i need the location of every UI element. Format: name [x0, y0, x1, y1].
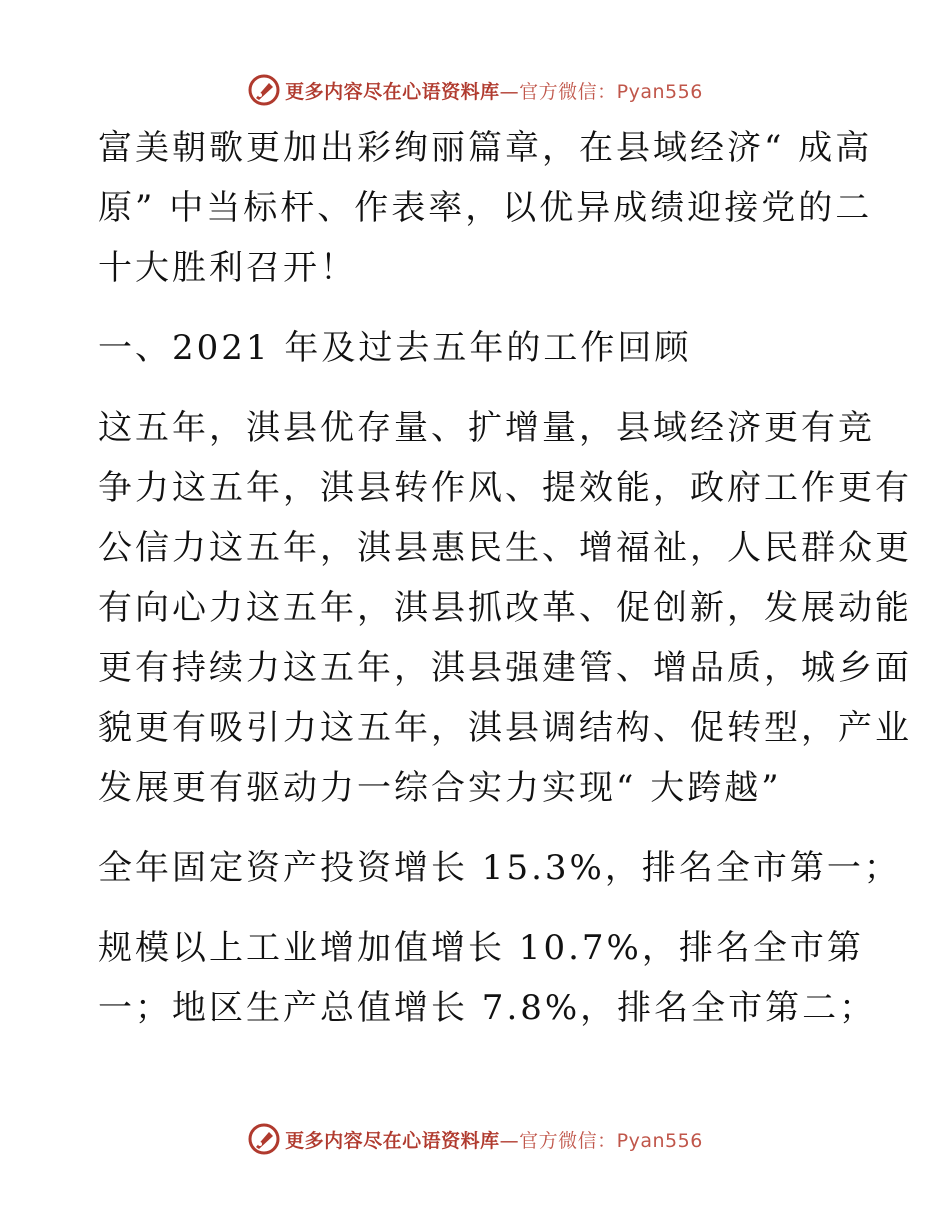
text-line: 公信力这五年，淇县惠民生、增福祉，人民群众更: [98, 528, 912, 568]
watermark-brand: 更多内容尽在心语资料库: [285, 80, 500, 103]
section-heading: [98, 318, 858, 378]
pen-nib-logo-icon: [247, 1122, 281, 1156]
paragraph-five-years: [98, 398, 912, 818]
text-line: 发展更有驱动力一综合实力实现“ 大跨越”: [98, 768, 782, 808]
text-line: 一；地区生产总值增长 7.8%，排名全市第二；: [98, 988, 877, 1028]
paragraph-investment: [98, 838, 901, 898]
text-line: 这五年，淇县优存量、扩增量，县域经济更有竞: [98, 408, 875, 448]
text-line: 一、2021 年及过去五年的工作回顾: [98, 328, 692, 368]
paragraph-intro: [98, 118, 873, 298]
text-line: 全年固定资产投资增长 15.3%，排名全市第一；: [98, 848, 901, 888]
watermark-contact: 官方微信：Pyan556: [519, 80, 703, 103]
watermark-contact: 官方微信：Pyan556: [519, 1129, 703, 1152]
paragraph-industry: [98, 918, 877, 1038]
footer-watermark: [0, 1119, 950, 1159]
text-line: 十大胜利召开！: [98, 248, 357, 288]
text-line: 更有持续力这五年，淇县强建管、增品质，城乡面: [98, 648, 912, 688]
text-line: 规模以上工业增加值增长 10.7%，排名全市第: [98, 928, 864, 968]
text-line: 有向心力这五年，淇县抓改革、促创新，发展动能: [98, 588, 912, 628]
text-line: 争力这五年，淇县转作风、提效能，政府工作更有: [98, 468, 912, 508]
watermark-text: [285, 1126, 703, 1153]
watermark-separator: —: [499, 1129, 520, 1152]
document-body: [98, 118, 912, 1058]
watermark-text: [285, 77, 703, 104]
header-watermark: [0, 70, 950, 110]
text-line: 貌更有吸引力这五年，淇县调结构、促转型，产业: [98, 708, 912, 748]
watermark-brand: 更多内容尽在心语资料库: [285, 1129, 500, 1152]
text-line: 原” 中当标杆、作表率，以优异成绩迎接党的二: [98, 188, 873, 228]
pen-nib-logo-icon: [247, 73, 281, 107]
watermark-separator: —: [499, 80, 520, 103]
text-line: 富美朝歌更加出彩绚丽篇章，在县域经济“ 成高: [98, 128, 873, 168]
